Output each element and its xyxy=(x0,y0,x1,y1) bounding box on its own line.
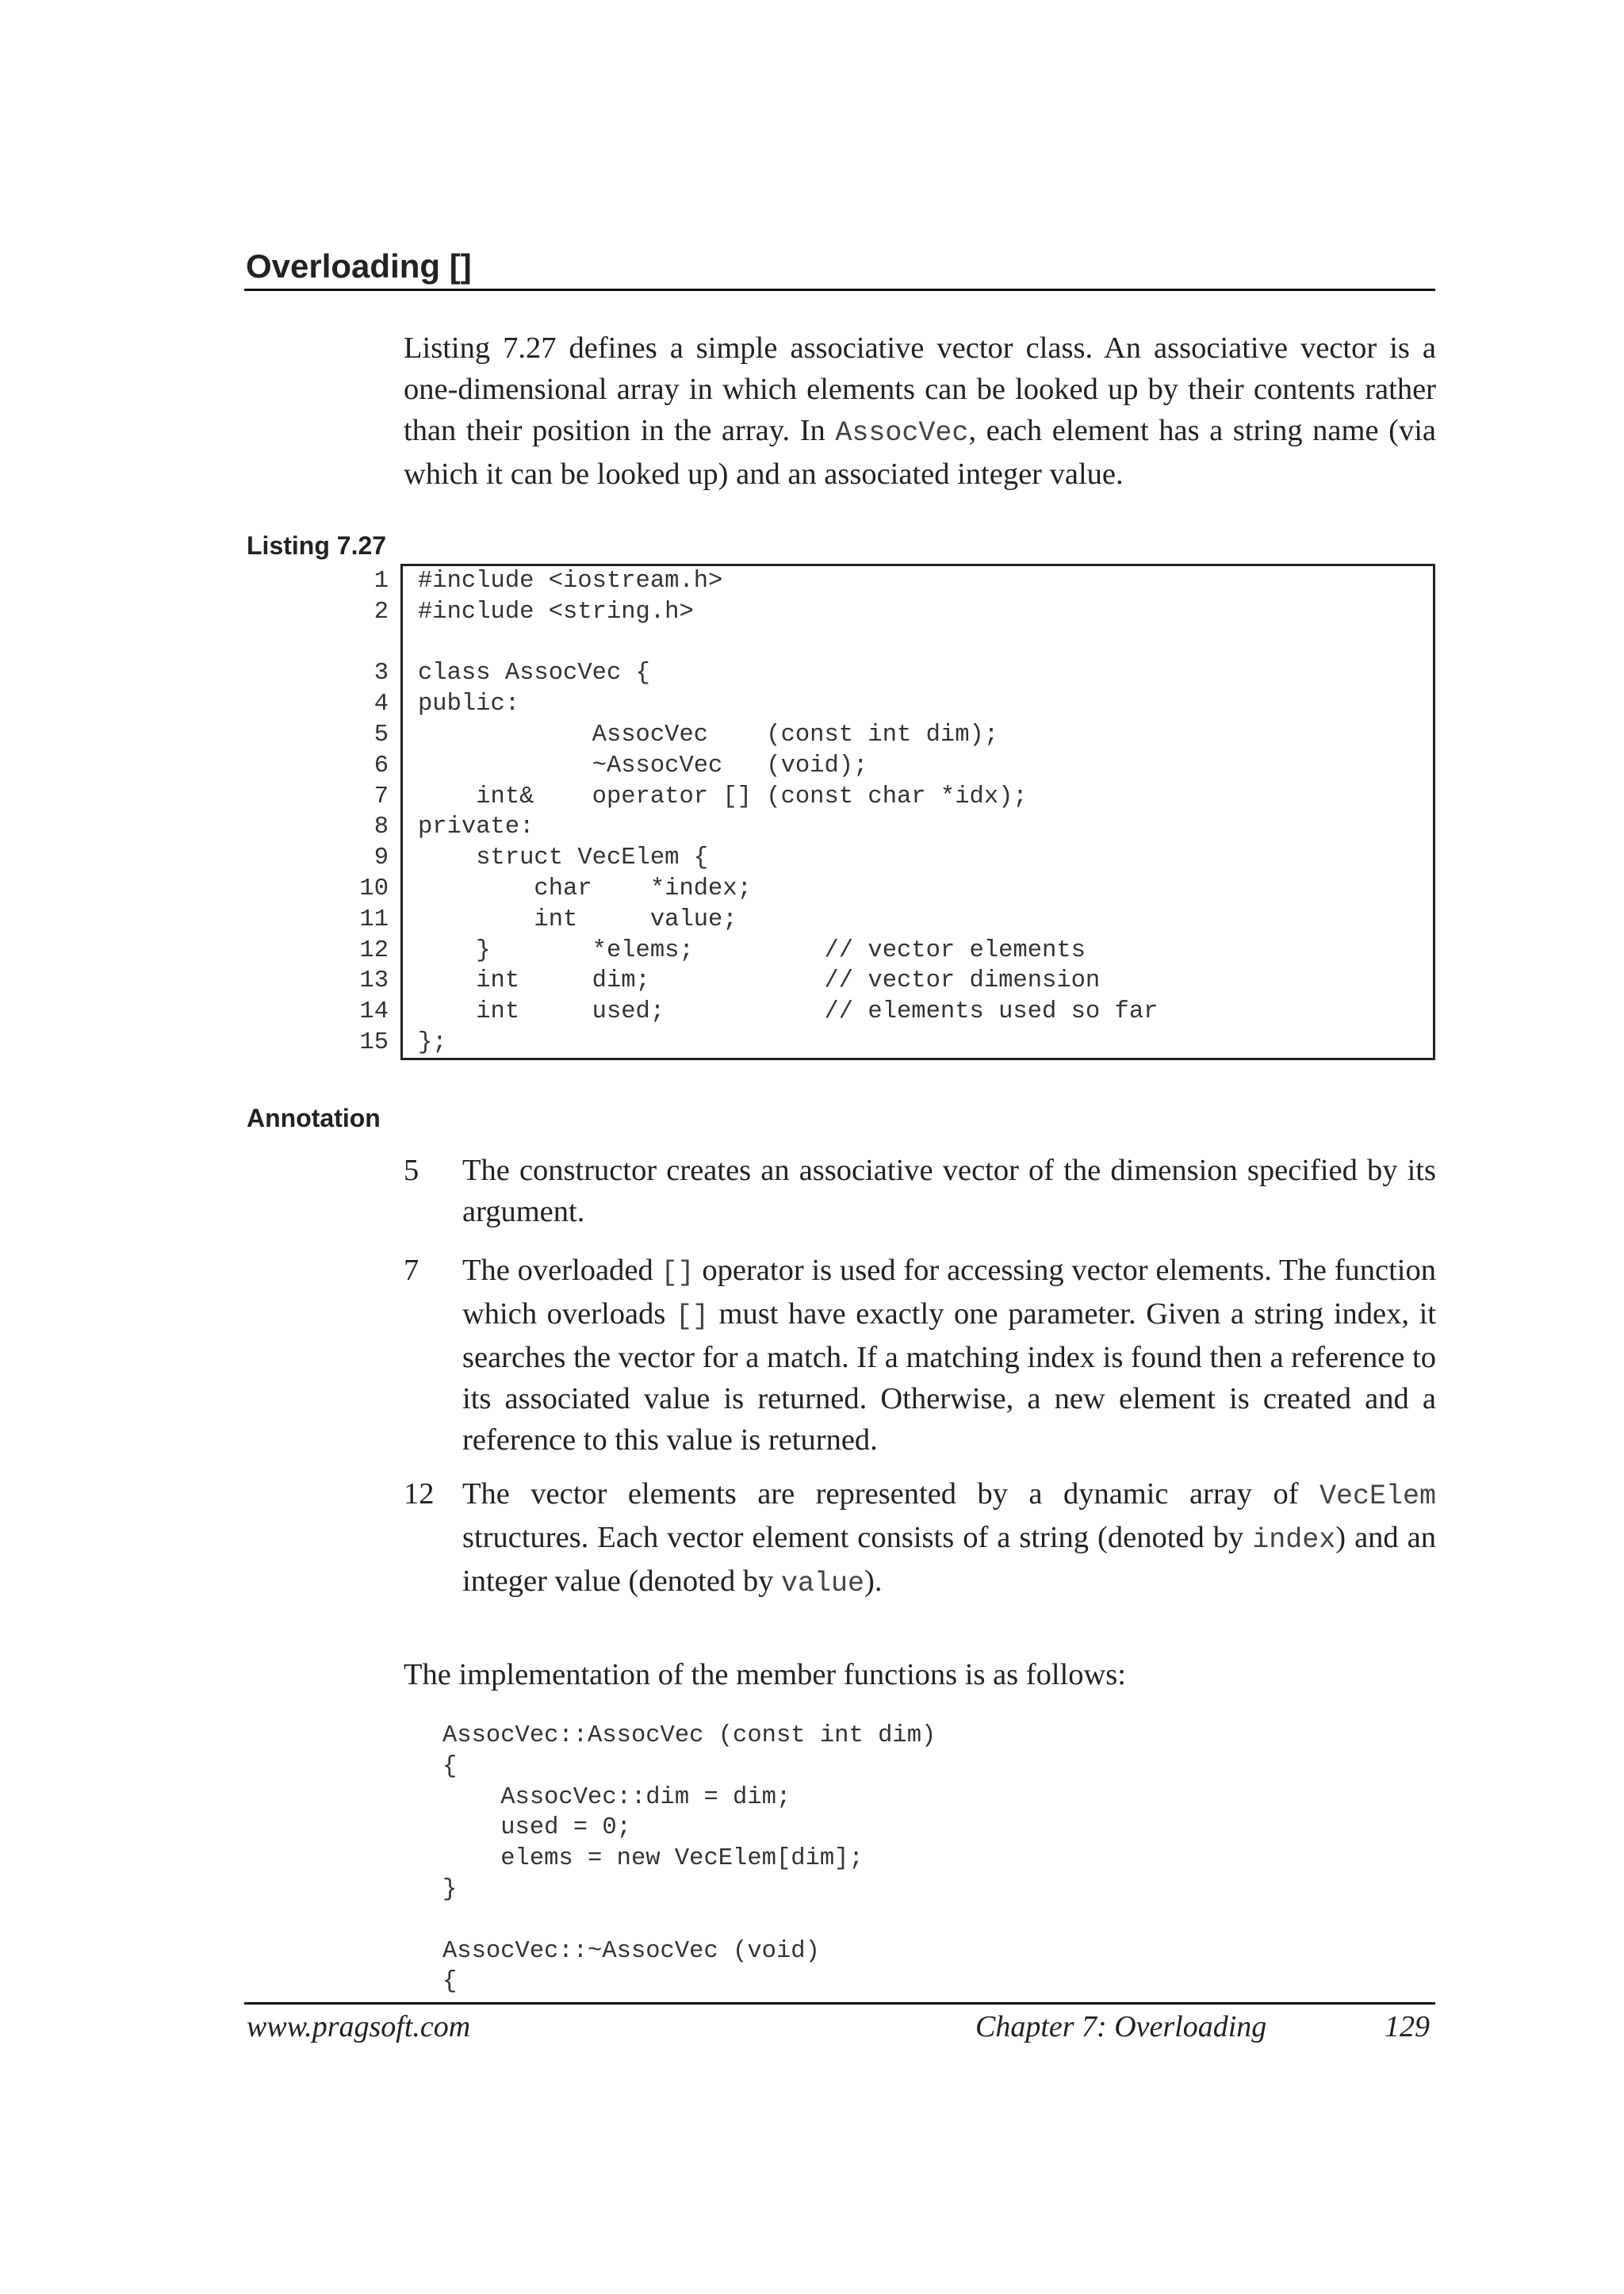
intro-code-assocvec: AssocVec xyxy=(835,417,969,449)
line-number: 15 xyxy=(359,1028,389,1056)
annotation-text-part: The vector elements are represented by a dynamic array of xyxy=(462,1477,1320,1511)
code-line: int& operator [] (const char *idx); xyxy=(418,783,1028,810)
code-line: class AssocVec { xyxy=(418,660,650,687)
code-line: AssocVec::dim = dim; xyxy=(442,1783,791,1811)
annotation-text-part: structures. Each vector element consists of a string (denoted by xyxy=(462,1521,1253,1554)
code-line xyxy=(418,628,1425,659)
line-number: 2 xyxy=(373,598,389,626)
annotation-line-number: 12 xyxy=(404,1477,435,1511)
annotation-code: value xyxy=(780,1568,864,1599)
line-number: 14 xyxy=(359,998,389,1026)
line-number: 7 xyxy=(373,783,389,810)
code-line: #include <iostream.h> xyxy=(418,568,723,595)
line-number: 10 xyxy=(359,875,389,902)
annotation-text-part: ). xyxy=(864,1564,883,1598)
line-number: 9 xyxy=(373,844,389,872)
line-number: 3 xyxy=(373,660,389,687)
annotation-item xyxy=(404,1473,1436,1604)
listing-code xyxy=(418,566,1425,1059)
code-line: { xyxy=(442,1752,458,1780)
line-number: 13 xyxy=(359,967,389,995)
line-number: 12 xyxy=(359,936,389,964)
annotation-text-part: must have exactly one parameter. Given a string index, it searches the vector for a match. If a matching index is found then a reference to its associated value is returned. Otherwise, a new element is created and a reference to this value is returned. xyxy=(462,1297,1436,1457)
annotation-text-part: The overloaded xyxy=(462,1254,661,1287)
listing-line-numbers xyxy=(333,566,389,1059)
annotation-code: VecElem xyxy=(1319,1480,1436,1512)
annotation-text xyxy=(462,1150,1436,1232)
code-line: struct VecElem { xyxy=(418,844,709,872)
code-line: private: xyxy=(418,814,534,841)
code-line: char *index; xyxy=(418,875,752,902)
annotation-text-part: ) and an integer value (denoted by xyxy=(462,1521,1436,1598)
listing-label: Listing 7.27 xyxy=(247,531,387,560)
code-line: { xyxy=(442,1968,458,1996)
annotation-text-part: The constructor creates an associative vector of the dimension specified by its argument. xyxy=(462,1154,1436,1228)
line-number: 11 xyxy=(359,906,389,933)
annotation-text xyxy=(462,1250,1436,1461)
section-heading: Overloading [] xyxy=(246,247,472,285)
annotation-code: index xyxy=(1252,1524,1336,1556)
annotation-code: [] xyxy=(661,1257,695,1289)
annotation-line-number: 7 xyxy=(404,1254,419,1287)
line-number: 4 xyxy=(373,691,389,718)
code-line: AssocVec::AssocVec (const int dim) xyxy=(442,1722,936,1749)
annotation-code: [] xyxy=(675,1300,709,1332)
line-number: 6 xyxy=(373,752,389,779)
code-line: #include <string.h> xyxy=(418,598,694,626)
code-line: int used; // elements used so far xyxy=(418,998,1159,1026)
code-line: } *elems; // vector elements xyxy=(418,936,1086,964)
code-line: AssocVec (const int dim); xyxy=(418,721,999,749)
intro-text-2: , each element has a string name (via which it can be looked up) and an associated integer value. xyxy=(404,414,1437,491)
implementation-code xyxy=(442,1721,1434,1997)
annotation-label: Annotation xyxy=(247,1104,381,1132)
code-line: ~AssocVec (void); xyxy=(418,752,868,779)
footer-rule xyxy=(244,2002,1435,2005)
intro-text-1: Listing 7.27 defines a simple associative vector class. An associative vector is a one-dimensional array in which elements can be looked up by their contents rather than their position in the array. In xyxy=(404,331,1436,447)
footer-chapter: Chapter 7: Overloading xyxy=(975,2010,1267,2043)
code-line: AssocVec::~AssocVec (void) xyxy=(442,1937,820,1965)
code-line: used = 0; xyxy=(442,1814,631,1842)
code-line: int value; xyxy=(418,906,737,933)
line-number: 1 xyxy=(373,568,389,595)
code-line: int dim; // vector dimension xyxy=(418,967,1101,995)
footer-website: www.pragsoft.com xyxy=(247,2010,471,2043)
annotation-item xyxy=(404,1250,1436,1461)
footer-page-number: 129 xyxy=(1385,2010,1430,2043)
annotation-text xyxy=(462,1473,1436,1604)
code-line: public: xyxy=(418,691,520,718)
annotation-text-part: operator is used for accessing vector elements. The function which overloads xyxy=(462,1254,1437,1331)
code-line: elems = new VecElem[dim]; xyxy=(442,1845,864,1873)
implementation-intro: The implementation of the member functions is as follows: xyxy=(404,1658,1126,1691)
line-number: 8 xyxy=(373,814,389,841)
code-line: }; xyxy=(418,1028,447,1056)
code-line: } xyxy=(442,1875,458,1903)
code-line xyxy=(442,1905,1434,1936)
annotation-item xyxy=(404,1150,1436,1232)
annotation-line-number: 5 xyxy=(404,1154,419,1187)
line-number: 5 xyxy=(373,721,389,749)
heading-rule xyxy=(244,289,1435,291)
intro-paragraph xyxy=(404,327,1436,495)
line-number xyxy=(333,628,389,659)
